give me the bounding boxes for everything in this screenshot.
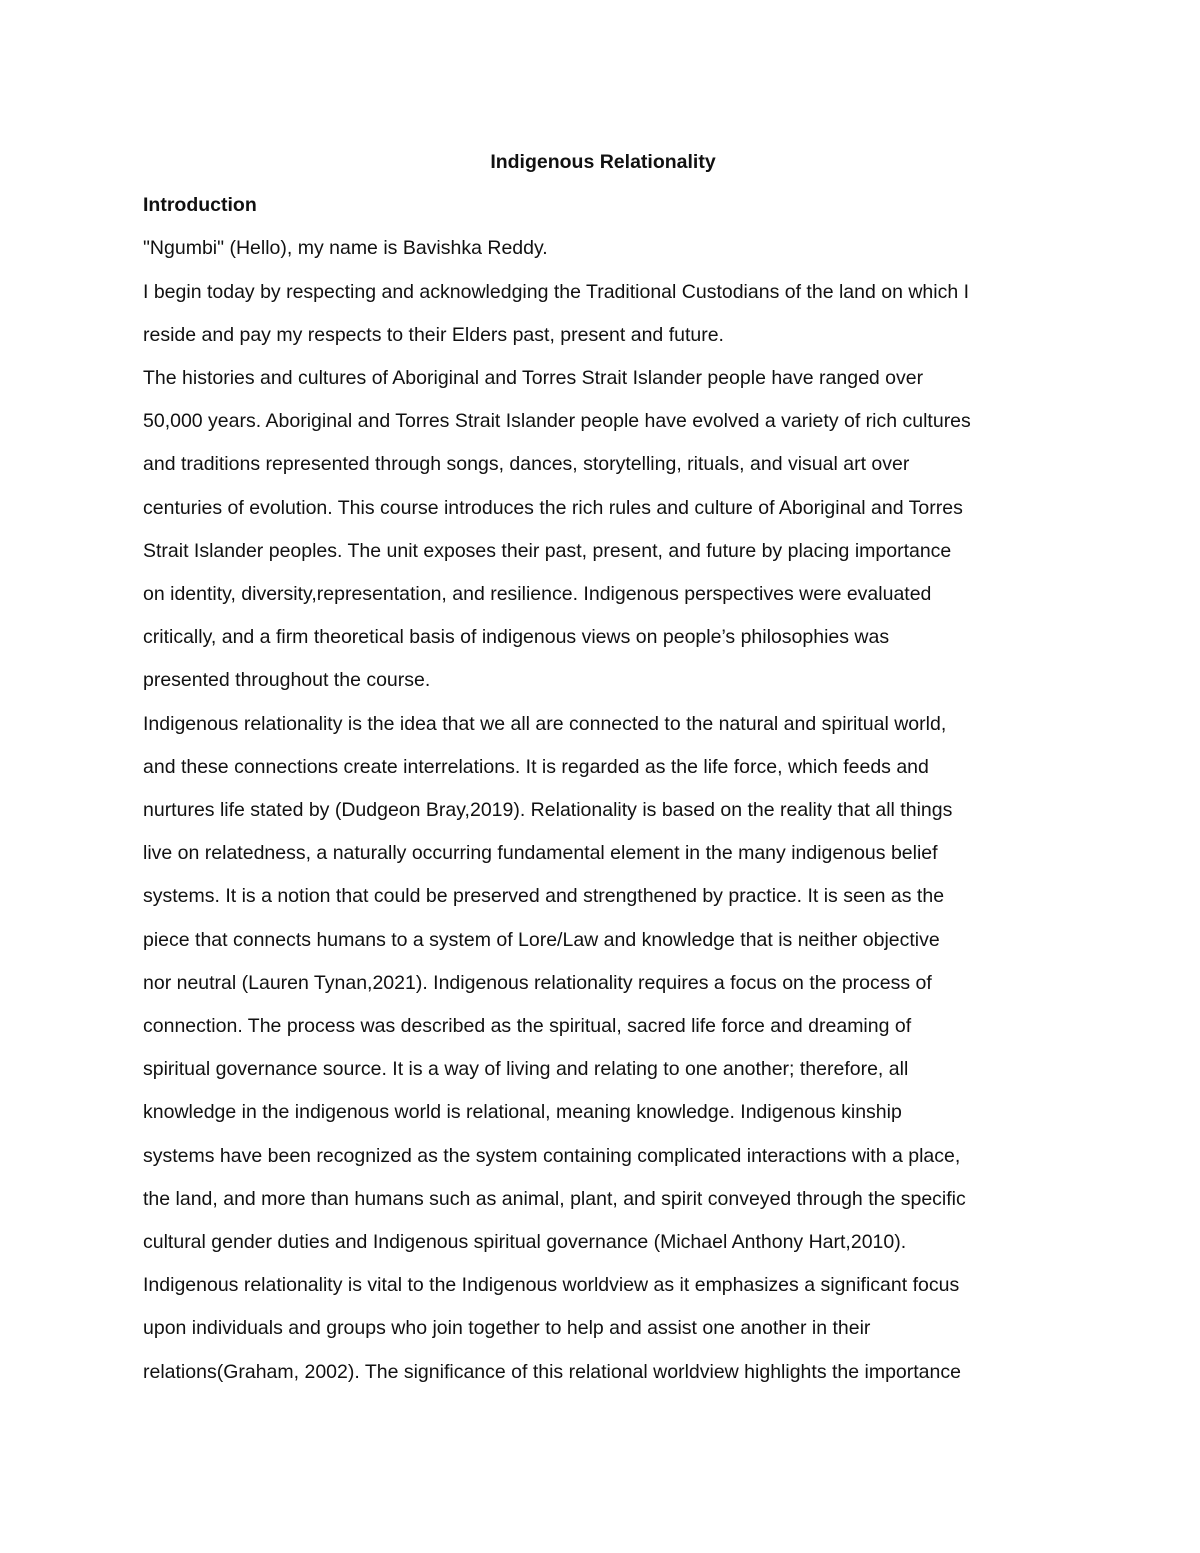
section-heading: Introduction (143, 194, 257, 217)
text-line: nurtures life stated by (Dudgeon Bray,2019). Relationality is based on the reality that all things (143, 799, 953, 822)
text-line: the land, and more than humans such as animal, plant, and spirit conveyed through the specific (143, 1187, 966, 1210)
text-line: Indigenous relationality is vital to the Indigenous worldview as it emphasizes a significant focus (143, 1274, 960, 1297)
text-line: Strait Islander peoples. The unit exposes their past, present, and future by placing importance (143, 539, 952, 562)
text-line: spiritual governance source. It is a way of living and relating to one another; therefore, all (143, 1058, 909, 1081)
text-line: knowledge in the indigenous world is relational, meaning knowledge. Indigenous kinship (143, 1101, 902, 1124)
text-line: and these connections create interrelations. It is regarded as the life force, which feeds and (143, 755, 929, 778)
text-line: systems. It is a notion that could be preserved and strengthened by practice. It is seen as the (143, 885, 945, 908)
text-line: upon individuals and groups who join together to help and assist one another in their (143, 1317, 871, 1340)
text-line: live on relatedness, a naturally occurring fundamental element in the many indigenous belief (143, 842, 938, 865)
text-line: centuries of evolution. This course introduces the rich rules and culture of Aboriginal and Torres (143, 496, 963, 519)
text-line: The histories and cultures of Aboriginal and Torres Strait Islander people have ranged over (143, 367, 924, 390)
text-line: piece that connects humans to a system of Lore/Law and knowledge that is neither objective (143, 928, 940, 951)
text-line: 50,000 years. Aboriginal and Torres Strait Islander people have evolved a variety of rich cultures (143, 410, 971, 433)
text-line: nor neutral (Lauren Tynan,2021). Indigenous relationality requires a focus on the process of (143, 971, 932, 994)
text-line: connection. The process was described as the spiritual, sacred life force and dreaming of (143, 1015, 912, 1038)
text-line: and traditions represented through songs, dances, storytelling, rituals, and visual art over (143, 453, 910, 476)
text-line: presented throughout the course. (143, 669, 431, 692)
text-line: reside and pay my respects to their Elders past, present and future. (143, 323, 724, 346)
text-line: "Ngumbi" (Hello), my name is Bavishka Reddy. (143, 237, 548, 260)
text-line: Indigenous relationality is the idea that we all are connected to the natural and spiritual world, (143, 712, 947, 735)
text-line: cultural gender duties and Indigenous spiritual governance (Michael Anthony Hart,2010). (143, 1231, 907, 1254)
text-line: I begin today by respecting and acknowledging the Traditional Custodians of the land on which I (143, 280, 970, 303)
text-line: relations(Graham, 2002). The significance of this relational worldview highlights the importance (143, 1360, 961, 1383)
text-line: systems have been recognized as the system containing complicated interactions with a place, (143, 1144, 961, 1167)
document-title: Indigenous Relationality (490, 151, 716, 173)
document-body (143, 141, 1063, 1394)
text-line: critically, and a firm theoretical basis of indigenous views on people’s philosophies was (143, 626, 890, 649)
text-line: on identity, diversity,representation, and resilience. Indigenous perspectives were evaluated (143, 583, 932, 606)
